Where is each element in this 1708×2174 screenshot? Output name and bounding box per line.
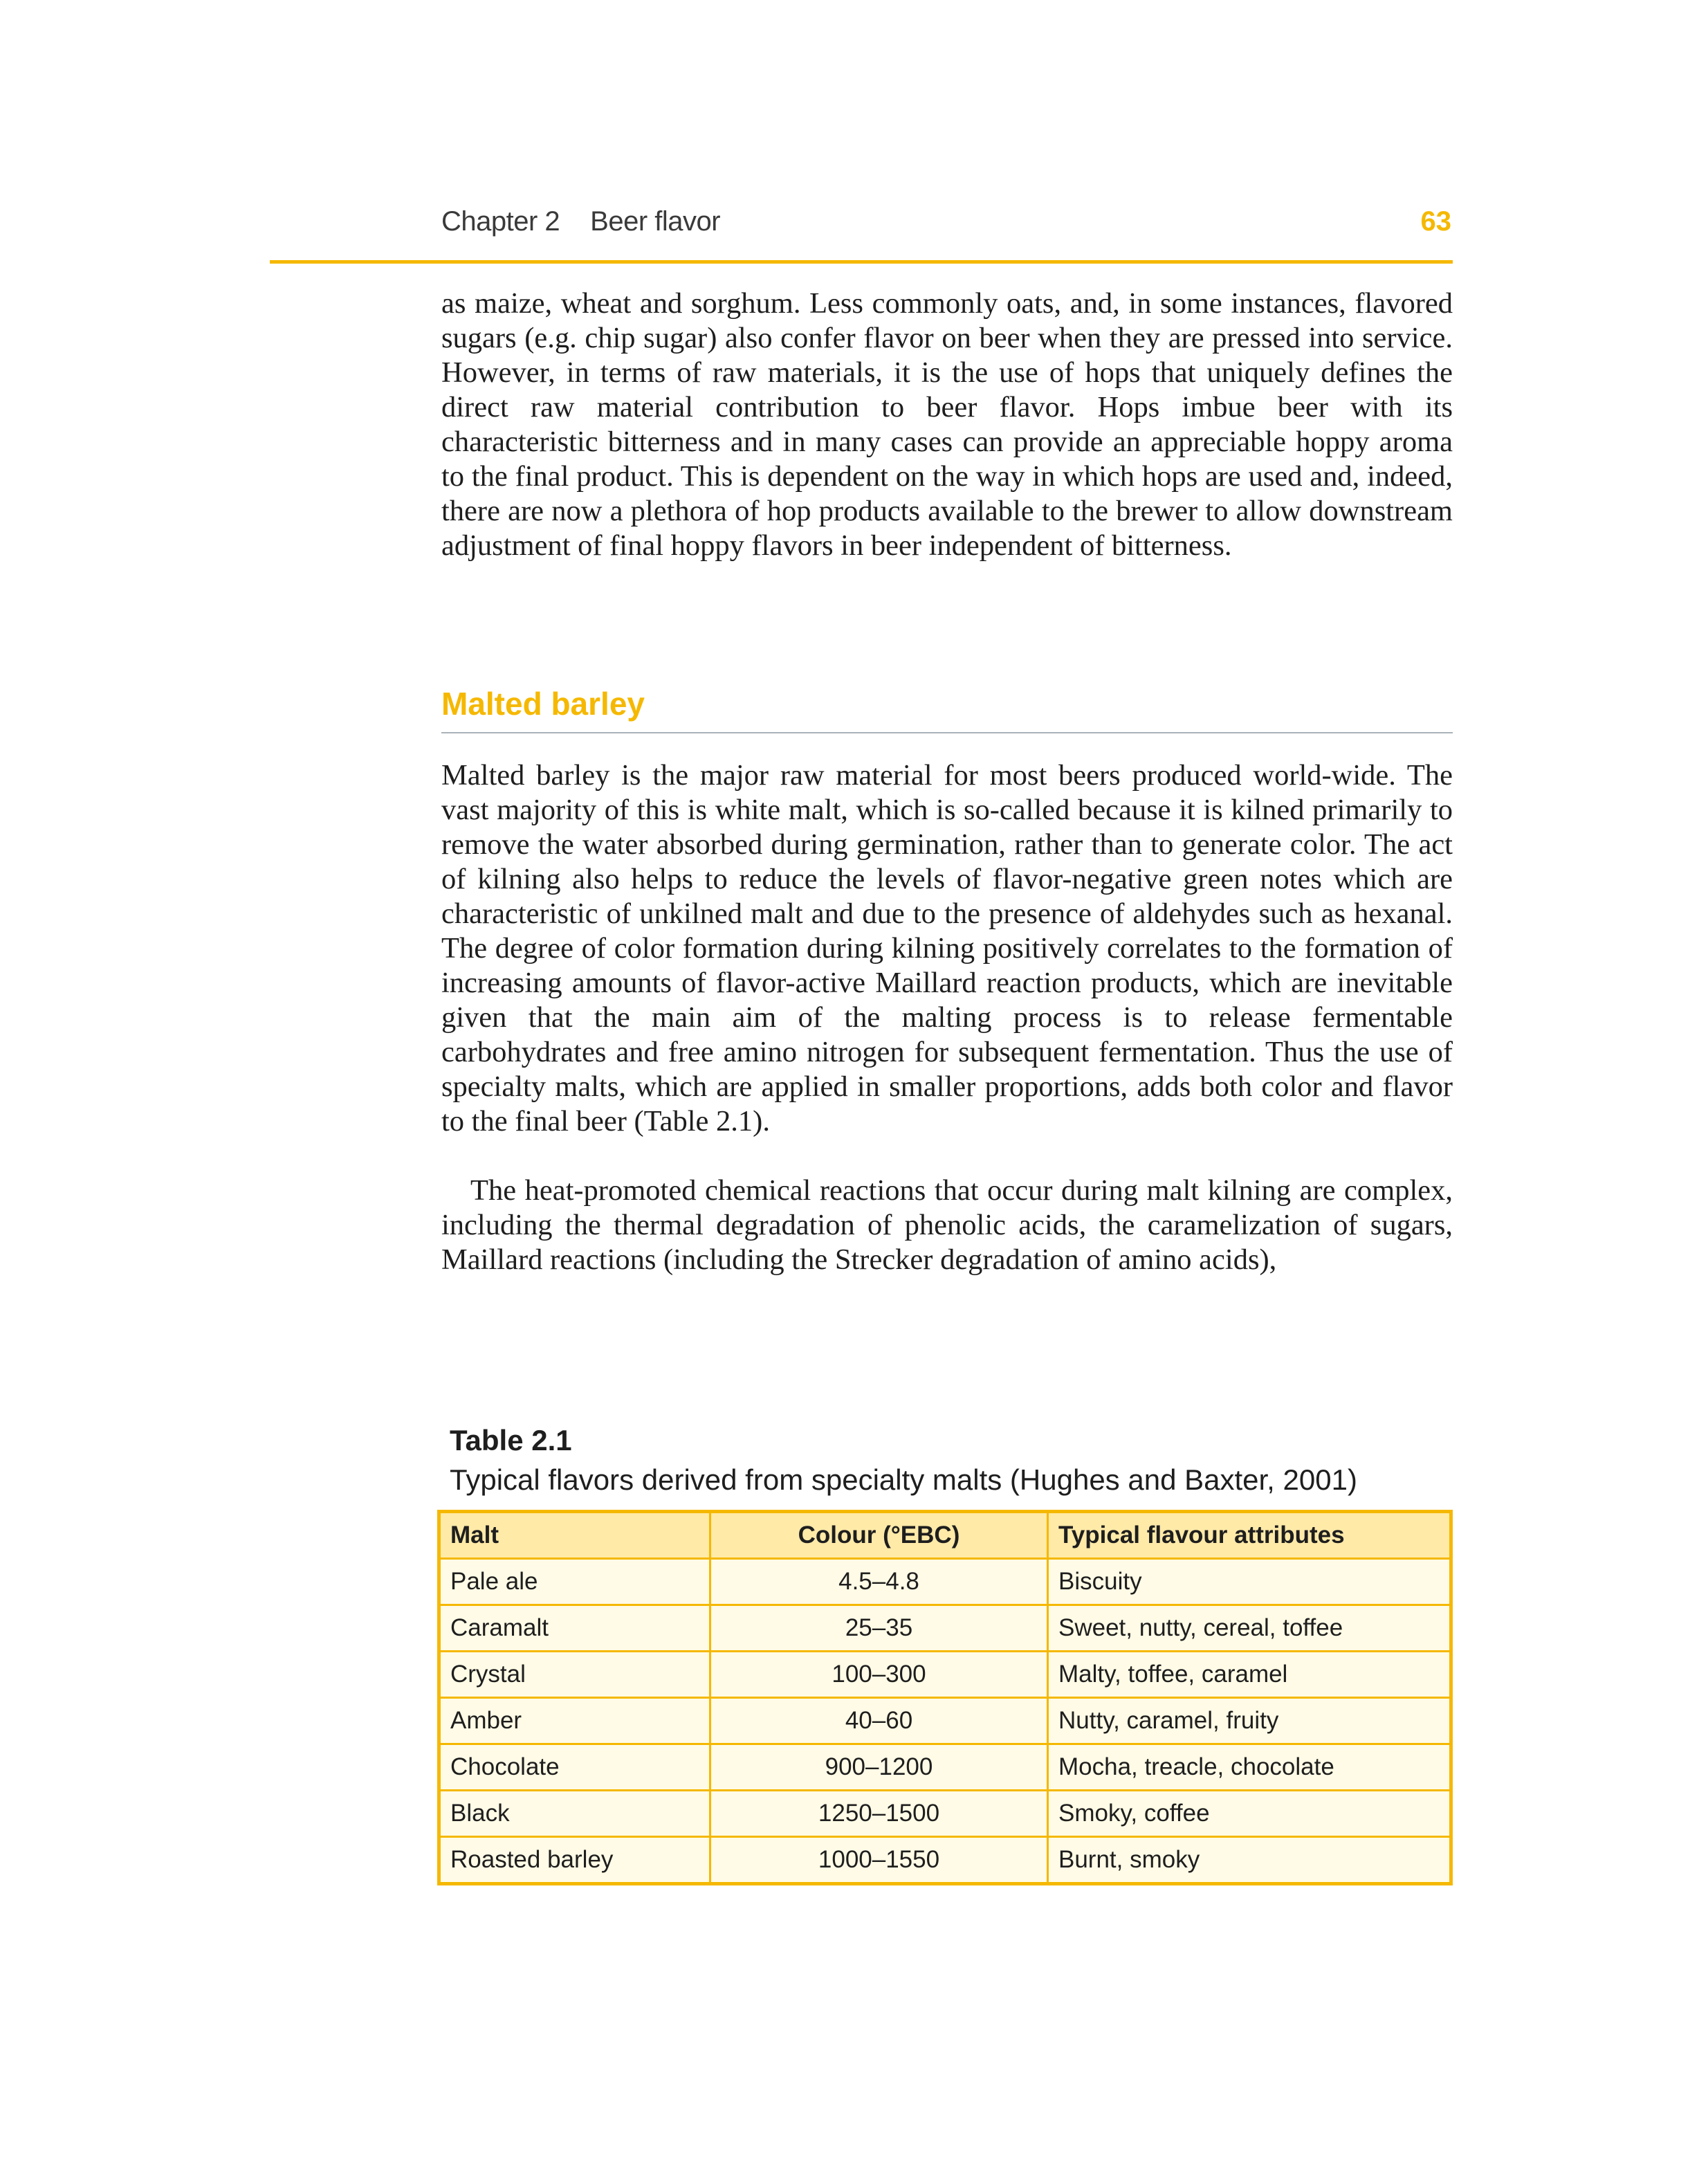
- section-heading: Malted barley: [441, 685, 1453, 733]
- colour-cell: 100–300: [710, 1652, 1048, 1698]
- chapter-title: Beer flavor: [590, 206, 721, 237]
- malt-flavor-table: [437, 1510, 1453, 1885]
- table-header-row: [439, 1512, 1451, 1559]
- table-label: Table 2.1: [450, 1424, 572, 1456]
- malt-cell: Crystal: [439, 1652, 710, 1698]
- flavour-cell: Malty, toffee, caramel: [1048, 1652, 1451, 1698]
- table-title: Typical flavors derived from specialty malts (Hughes and Baxter, 2001): [450, 1463, 1357, 1496]
- malt-cell: Caramalt: [439, 1605, 710, 1652]
- page-header: [270, 206, 1453, 264]
- colour-cell: 1250–1500: [710, 1791, 1048, 1837]
- malt-cell: Chocolate: [439, 1744, 710, 1791]
- column-header-flavour: Typical flavour attributes: [1048, 1512, 1451, 1559]
- malt-cell: Pale ale: [439, 1559, 710, 1605]
- table-row: [439, 1605, 1451, 1652]
- column-header-malt: Malt: [439, 1512, 710, 1559]
- colour-cell: 4.5–4.8: [710, 1559, 1048, 1605]
- table-row: [439, 1652, 1451, 1698]
- body-paragraph: The heat-promoted chemical reactions that occur during malt kilning are complex, including the thermal degradation of phenolic acids, the caramelization of sugars, Maillard reactions (including the Strecker degradation of amino acids),: [441, 1174, 1453, 1276]
- colour-cell: 25–35: [710, 1605, 1048, 1652]
- table-row: [439, 1837, 1451, 1884]
- malt-cell: Black: [439, 1791, 710, 1837]
- chapter-number: Chapter 2: [441, 206, 560, 237]
- flavour-cell: Smoky, coffee: [1048, 1791, 1451, 1837]
- flavour-cell: Sweet, nutty, cereal, toffee: [1048, 1605, 1451, 1652]
- colour-cell: 1000–1550: [710, 1837, 1048, 1884]
- table-row: [439, 1791, 1451, 1837]
- body-paragraph: as maize, wheat and sorghum. Less commonly oats, and, in some instances, flavored sugars (e.g. chip sugar) also confer flavor on beer when they are pressed into service. However, in terms of raw materials, it is the use of hops that uniquely defines the direct raw material contribution to beer flavor. Hops imbue beer with its characteristic bitterness and in many cases can provide an appreciable hoppy aroma to the final product. This is dependent on the way in which hops are used and, indeed, there are now a plethora of hop products available to the brewer to allow downstream adjustment of final hoppy flavors in beer independent of bitterness.: [441, 287, 1453, 562]
- page-number: 63: [1420, 206, 1451, 237]
- body-paragraph: Malted barley is the major raw material for most beers produced world-wide. The vast majority of this is white malt, which is so-called because it is kilned primarily to remove the water absorbed during germination, rather than to generate color. The act of kilning also helps to reduce the levels of flavor-negative green notes which are characteristic of unkilned malt and due to the presence of aldehydes such as hexanal. The degree of color formation during kilning positively correlates to the formation of increasing amounts of flavor-active Maillard reaction products, which are inevitable given that the main aim of the malting process is to release fermentable carbohydrates and free amino nitrogen for subsequent fermentation. Thus the use of specialty malts, which are applied in smaller proportions, adds both color and flavor to the final beer (Table 2.1).: [441, 759, 1453, 1138]
- running-head: [441, 206, 720, 237]
- column-header-colour: Colour (°EBC): [710, 1512, 1048, 1559]
- flavour-cell: Biscuity: [1048, 1559, 1451, 1605]
- flavour-cell: Nutty, caramel, fruity: [1048, 1698, 1451, 1744]
- colour-cell: 40–60: [710, 1698, 1048, 1744]
- colour-cell: 900–1200: [710, 1744, 1048, 1791]
- flavour-cell: Mocha, treacle, chocolate: [1048, 1744, 1451, 1791]
- malt-cell: Roasted barley: [439, 1837, 710, 1884]
- flavour-cell: Burnt, smoky: [1048, 1837, 1451, 1884]
- malt-cell: Amber: [439, 1698, 710, 1744]
- table-caption: [450, 1421, 1460, 1500]
- table-row: [439, 1559, 1451, 1605]
- table-row: [439, 1744, 1451, 1791]
- table-row: [439, 1698, 1451, 1744]
